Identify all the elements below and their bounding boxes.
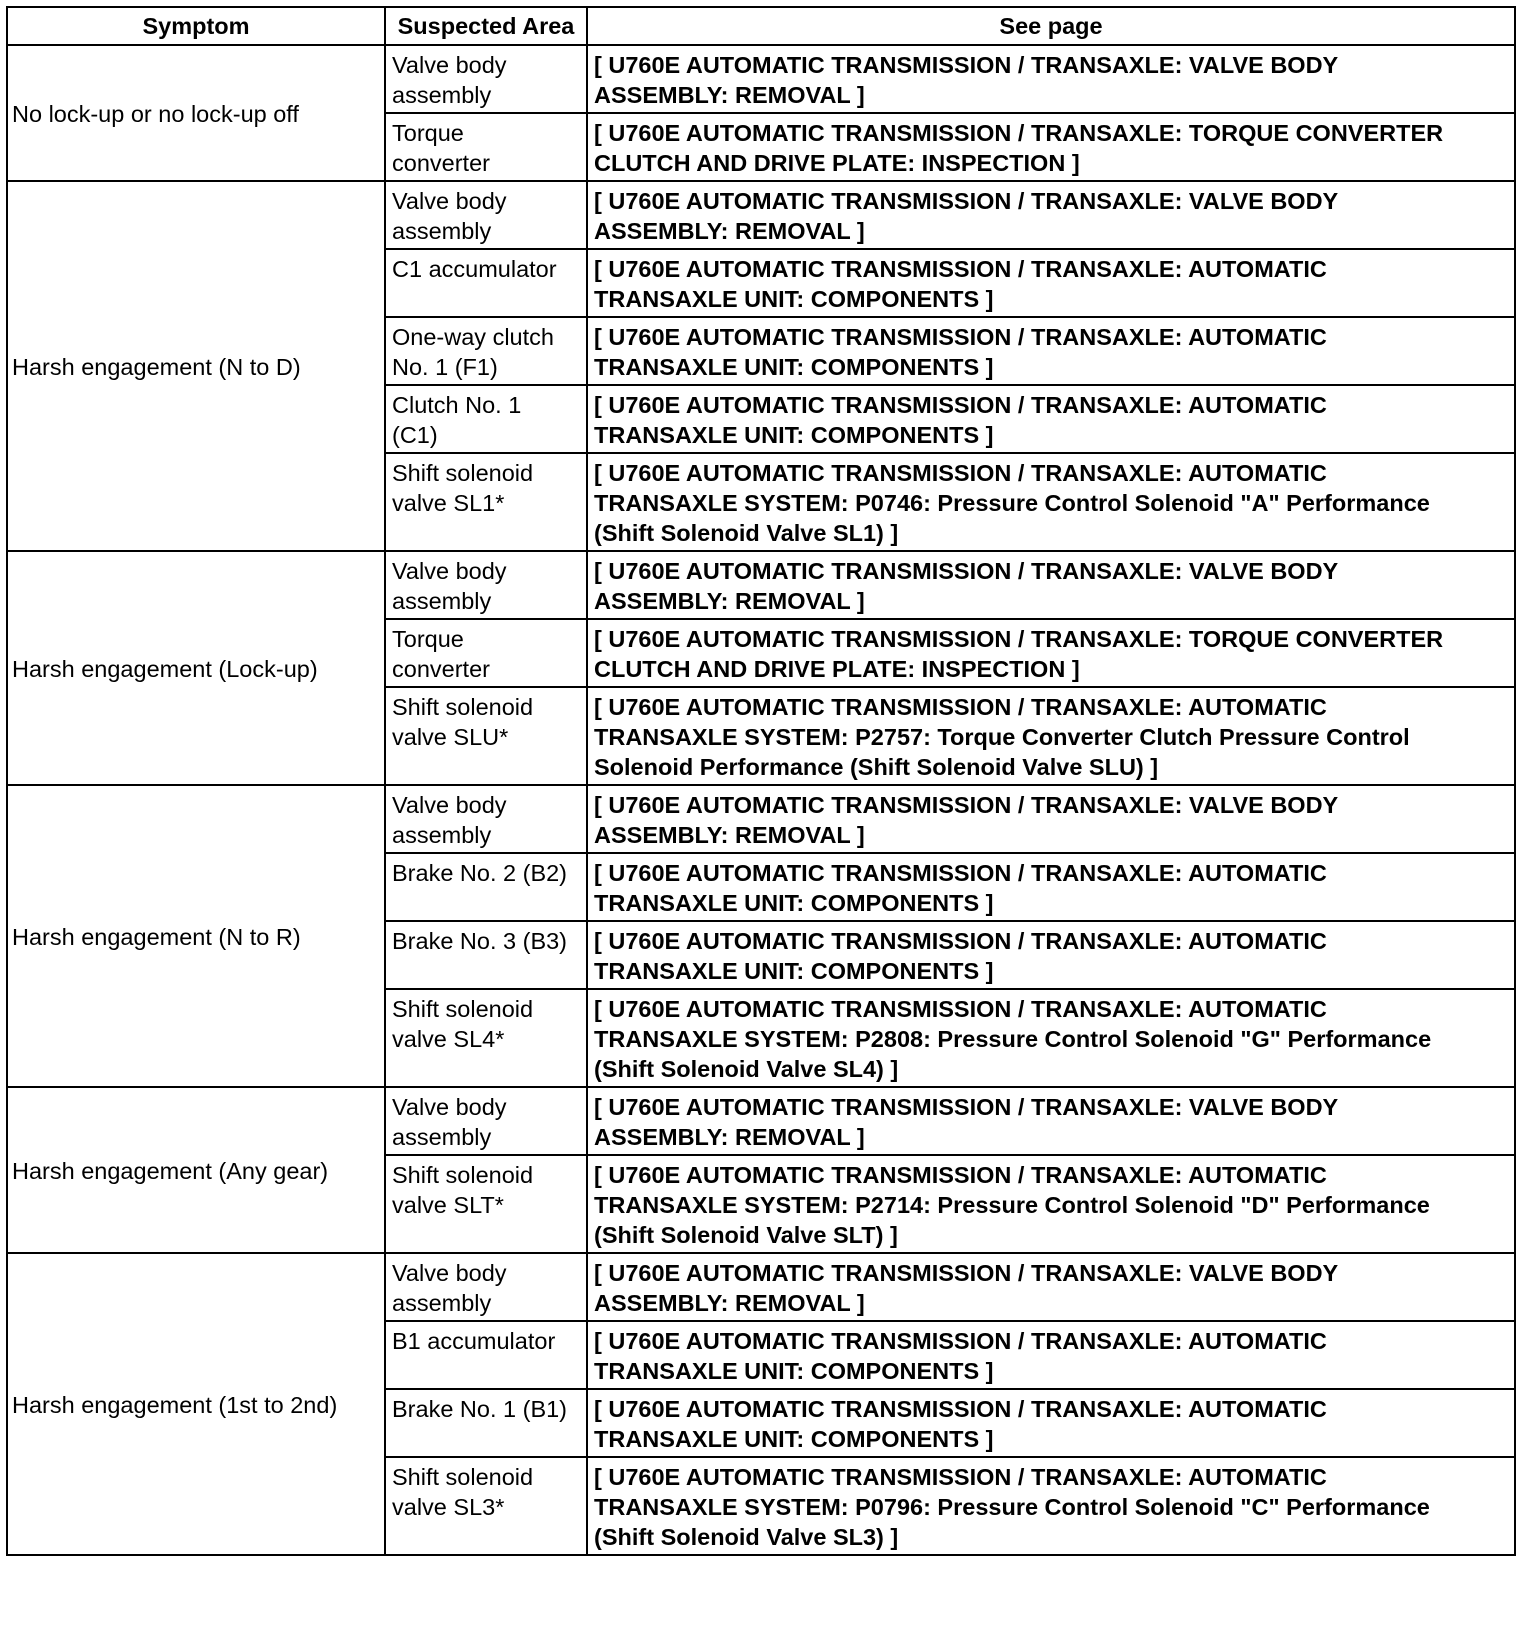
header-see-page: See page: [587, 7, 1515, 45]
suspected-area-cell: B1 accumulator: [385, 1321, 587, 1389]
suspected-area-cell: Brake No. 2 (B2): [385, 853, 587, 921]
suspected-area-cell: Brake No. 3 (B3): [385, 921, 587, 989]
table-row: [7, 1253, 1515, 1321]
see-page-link[interactable]: [ U760E AUTOMATIC TRANSMISSION / TRANSAXLE: VALVE BODY ASSEMBLY: REMOVAL ]: [587, 785, 1515, 853]
see-page-link[interactable]: [ U760E AUTOMATIC TRANSMISSION / TRANSAXLE: AUTOMATIC TRANSAXLE SYSTEM: P0746: Pressure Control Solenoid "A" Performance (Shift Solenoid Valve SL1) ]: [587, 453, 1515, 551]
symptom-cell: Harsh engagement (1st to 2nd): [7, 1253, 385, 1555]
see-page-link[interactable]: [ U760E AUTOMATIC TRANSMISSION / TRANSAXLE: VALVE BODY ASSEMBLY: REMOVAL ]: [587, 1253, 1515, 1321]
suspected-area-cell: Valve body assembly: [385, 785, 587, 853]
see-page-link[interactable]: [ U760E AUTOMATIC TRANSMISSION / TRANSAXLE: AUTOMATIC TRANSAXLE SYSTEM: P0796: Pressure Control Solenoid "C" Performance (Shift Solenoid Valve SL3) ]: [587, 1457, 1515, 1555]
table-row: [7, 181, 1515, 249]
suspected-area-cell: Clutch No. 1 (C1): [385, 385, 587, 453]
see-page-link[interactable]: [ U760E AUTOMATIC TRANSMISSION / TRANSAXLE: AUTOMATIC TRANSAXLE UNIT: COMPONENTS ]: [587, 249, 1515, 317]
symptom-cell: Harsh engagement (Lock-up): [7, 551, 385, 785]
symptom-cell: No lock-up or no lock-up off: [7, 45, 385, 181]
see-page-link[interactable]: [ U760E AUTOMATIC TRANSMISSION / TRANSAXLE: AUTOMATIC TRANSAXLE SYSTEM: P2714: Pressure Control Solenoid "D" Performance (Shift Solenoid Valve SLT) ]: [587, 1155, 1515, 1253]
suspected-area-cell: Shift solenoid valve SL3*: [385, 1457, 587, 1555]
see-page-link[interactable]: [ U760E AUTOMATIC TRANSMISSION / TRANSAXLE: AUTOMATIC TRANSAXLE UNIT: COMPONENTS ]: [587, 921, 1515, 989]
table-row: [7, 785, 1515, 853]
suspected-area-cell: Brake No. 1 (B1): [385, 1389, 587, 1457]
suspected-area-cell: C1 accumulator: [385, 249, 587, 317]
header-row: [7, 7, 1515, 45]
see-page-link[interactable]: [ U760E AUTOMATIC TRANSMISSION / TRANSAXLE: AUTOMATIC TRANSAXLE UNIT: COMPONENTS ]: [587, 1321, 1515, 1389]
suspected-area-cell: Torque converter: [385, 113, 587, 181]
see-page-link[interactable]: [ U760E AUTOMATIC TRANSMISSION / TRANSAXLE: TORQUE CONVERTER CLUTCH AND DRIVE PLATE: INSPECTION ]: [587, 619, 1515, 687]
symptom-cell: Harsh engagement (Any gear): [7, 1087, 385, 1253]
suspected-area-cell: Shift solenoid valve SL1*: [385, 453, 587, 551]
suspected-area-cell: Shift solenoid valve SLU*: [385, 687, 587, 785]
suspected-area-cell: One-way clutch No. 1 (F1): [385, 317, 587, 385]
see-page-link[interactable]: [ U760E AUTOMATIC TRANSMISSION / TRANSAXLE: VALVE BODY ASSEMBLY: REMOVAL ]: [587, 1087, 1515, 1155]
header-suspected-area: Suspected Area: [385, 7, 587, 45]
see-page-link[interactable]: [ U760E AUTOMATIC TRANSMISSION / TRANSAXLE: AUTOMATIC TRANSAXLE UNIT: COMPONENTS ]: [587, 1389, 1515, 1457]
table-row: [7, 45, 1515, 113]
troubleshooting-table: [6, 6, 1516, 1556]
table-body: [7, 45, 1515, 1555]
see-page-link[interactable]: [ U760E AUTOMATIC TRANSMISSION / TRANSAXLE: TORQUE CONVERTER CLUTCH AND DRIVE PLATE: INSPECTION ]: [587, 113, 1515, 181]
suspected-area-cell: Torque converter: [385, 619, 587, 687]
suspected-area-cell: Valve body assembly: [385, 45, 587, 113]
suspected-area-cell: Shift solenoid valve SL4*: [385, 989, 587, 1087]
see-page-link[interactable]: [ U760E AUTOMATIC TRANSMISSION / TRANSAXLE: AUTOMATIC TRANSAXLE UNIT: COMPONENTS ]: [587, 853, 1515, 921]
see-page-link[interactable]: [ U760E AUTOMATIC TRANSMISSION / TRANSAXLE: AUTOMATIC TRANSAXLE UNIT: COMPONENTS ]: [587, 317, 1515, 385]
symptom-cell: Harsh engagement (N to D): [7, 181, 385, 551]
suspected-area-cell: Valve body assembly: [385, 1087, 587, 1155]
suspected-area-cell: Shift solenoid valve SLT*: [385, 1155, 587, 1253]
suspected-area-cell: Valve body assembly: [385, 1253, 587, 1321]
see-page-link[interactable]: [ U760E AUTOMATIC TRANSMISSION / TRANSAXLE: AUTOMATIC TRANSAXLE SYSTEM: P2757: Torque Converter Clutch Pressure Control Solenoid Performance (Shift Solenoid Valve SLU) ]: [587, 687, 1515, 785]
suspected-area-cell: Valve body assembly: [385, 181, 587, 249]
see-page-link[interactable]: [ U760E AUTOMATIC TRANSMISSION / TRANSAXLE: VALVE BODY ASSEMBLY: REMOVAL ]: [587, 551, 1515, 619]
suspected-area-cell: Valve body assembly: [385, 551, 587, 619]
header-symptom: Symptom: [7, 7, 385, 45]
see-page-link[interactable]: [ U760E AUTOMATIC TRANSMISSION / TRANSAXLE: VALVE BODY ASSEMBLY: REMOVAL ]: [587, 181, 1515, 249]
see-page-link[interactable]: [ U760E AUTOMATIC TRANSMISSION / TRANSAXLE: AUTOMATIC TRANSAXLE UNIT: COMPONENTS ]: [587, 385, 1515, 453]
table-row: [7, 1087, 1515, 1155]
symptom-cell: Harsh engagement (N to R): [7, 785, 385, 1087]
see-page-link[interactable]: [ U760E AUTOMATIC TRANSMISSION / TRANSAXLE: VALVE BODY ASSEMBLY: REMOVAL ]: [587, 45, 1515, 113]
see-page-link[interactable]: [ U760E AUTOMATIC TRANSMISSION / TRANSAXLE: AUTOMATIC TRANSAXLE SYSTEM: P2808: Pressure Control Solenoid "G" Performance (Shift Solenoid Valve SL4) ]: [587, 989, 1515, 1087]
table-row: [7, 551, 1515, 619]
